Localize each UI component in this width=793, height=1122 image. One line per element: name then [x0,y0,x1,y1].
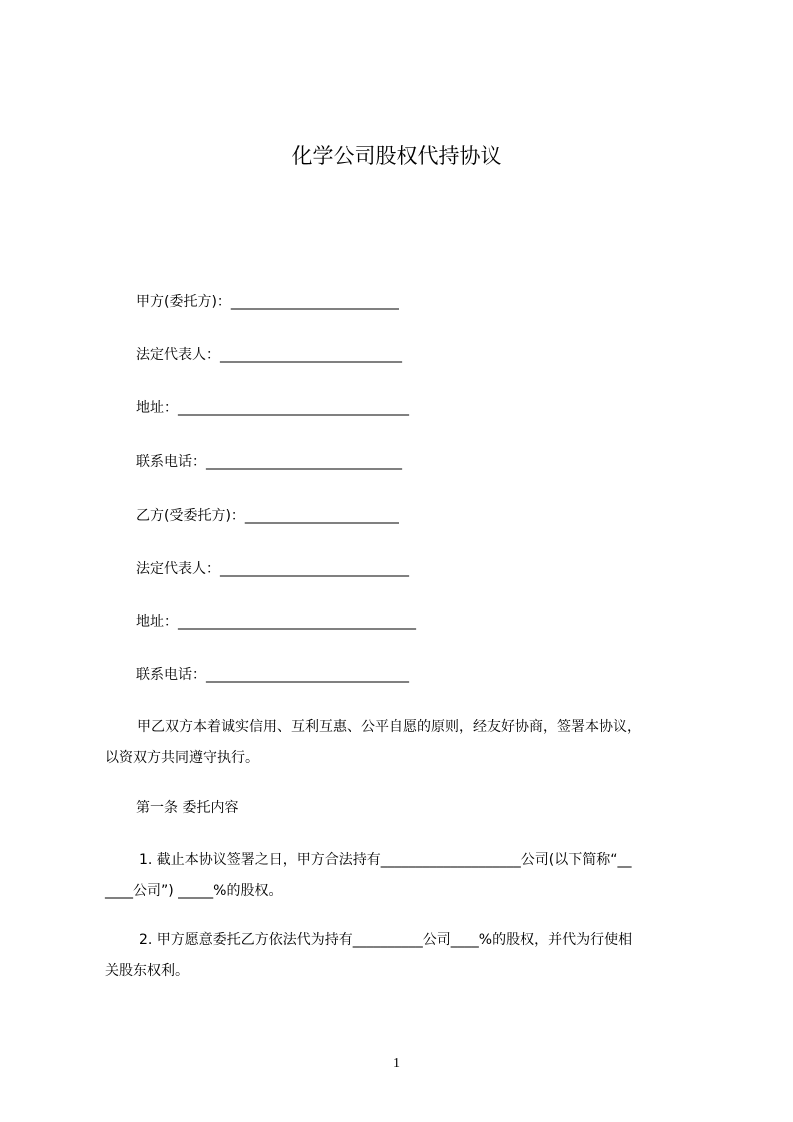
article-1-heading: 第一条 委托内容 [136,800,239,816]
clause-2 [105,925,711,987]
intro-line-1: 甲乙双方本着诚实信用、互利互惠、公平自愿的原则，经友好协商，签署本协议， [123,719,641,735]
clause-2-line-1: 2. 甲方愿意委托乙方依法代为持有__________公司____%的股权，并代为行使相 [139,932,633,948]
page-number: 1 [393,1056,400,1071]
clause-2-line-2: 关股东权利。 [105,963,189,979]
party-b-rep-line: 法定代表人：___________________________ [136,561,409,577]
party-a-address-line: 地址：_________________________________ [136,400,409,416]
party-a-phone-line: 联系电话：____________________________ [136,454,402,470]
document-title: 化学公司股权代持协议 [291,144,502,168]
party-a-name-line: 甲方(委托方)：________________________ [136,294,399,310]
party-b-address-line: 地址：__________________________________ [136,614,416,630]
clause-1-line-1: 1. 截止本协议签署之日，甲方合法持有____________________公司(以下简称“__ [139,852,632,868]
party-b-name-line: 乙方(受委托方)：______________________ [136,508,399,524]
party-b-phone-line: 联系电话：_____________________________ [136,667,409,683]
intro-paragraph [105,712,711,774]
clause-1-line-2: ____公司”) _____%的股权。 [105,883,283,899]
party-a-rep-line: 法定代表人：__________________________ [136,347,402,363]
intro-line-2: 以资双方共同遵守执行。 [105,750,259,766]
clause-1 [105,845,711,907]
